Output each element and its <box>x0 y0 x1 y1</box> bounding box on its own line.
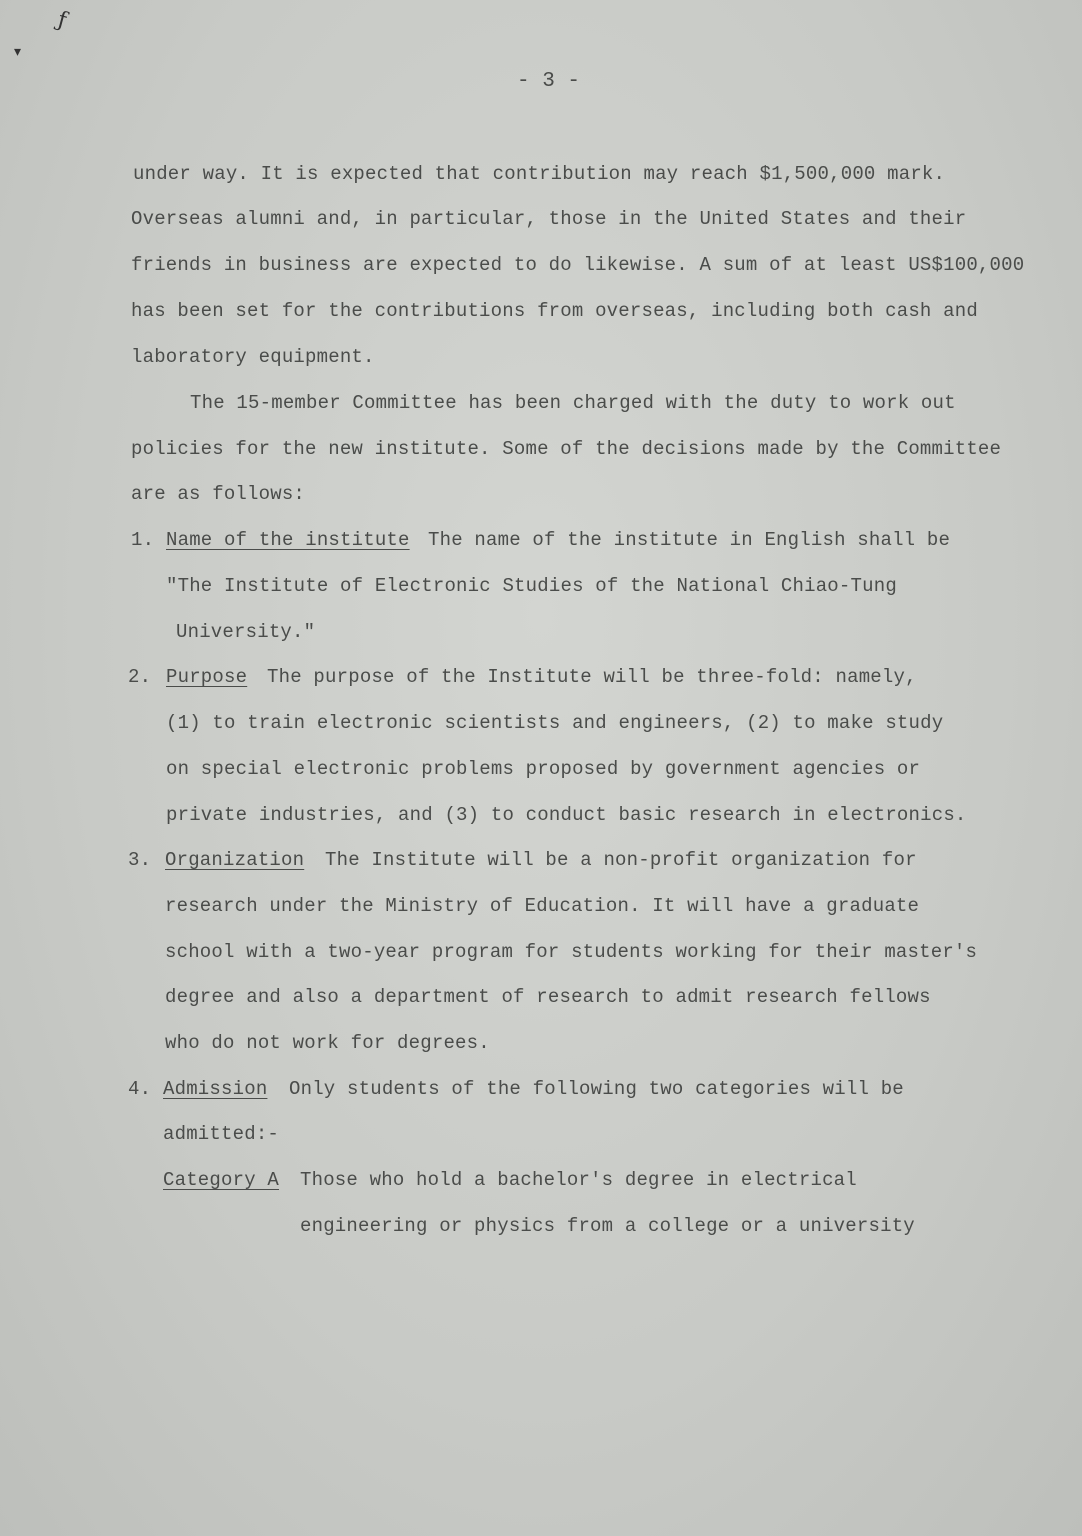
item-number: 4. <box>128 1078 152 1100</box>
item-text: The name of the institute in English shall be <box>428 529 951 551</box>
item-text: (1) to train electronic scientists and engineers, (2) to make study <box>166 712 944 734</box>
ink-dot: ▾ <box>14 44 22 60</box>
item-text: who do not work for degrees. <box>165 1032 490 1054</box>
body-line: Overseas alumni and, in particular, those in the United States and their <box>131 208 967 230</box>
item-text: "The Institute of Electronic Studies of the National Chiao-Tung <box>166 575 897 597</box>
item-heading: Admission <box>163 1078 268 1100</box>
category-text: engineering or physics from a college or a university <box>300 1215 915 1237</box>
item-text: private industries, and (3) to conduct basic research in electronics. <box>166 804 967 826</box>
item-number: 3. <box>128 849 152 871</box>
body-line: The 15-member Committee has been charged with the duty to work out <box>190 392 956 414</box>
item-text: University." <box>176 621 316 643</box>
body-line: friends in business are expected to do likewise. A sum of at least US$100,000 <box>131 254 1025 276</box>
pencil-mark: ƒ <box>54 7 70 34</box>
item-text: school with a two-year program for students working for their master's <box>165 941 978 963</box>
item-text: on special electronic problems proposed by government agencies or <box>166 758 921 780</box>
item-text: degree and also a department of research to admit research fellows <box>165 986 931 1008</box>
item-text: The purpose of the Institute will be three-fold: namely, <box>267 666 917 688</box>
item-text: research under the Ministry of Education. It will have a graduate <box>165 895 920 917</box>
item-number: 1. <box>131 529 155 551</box>
item-heading: Purpose <box>166 666 248 688</box>
item-text: admitted:- <box>163 1123 280 1145</box>
item-text: Only students of the following two categories will be <box>289 1078 904 1100</box>
item-heading: Organization <box>165 849 305 871</box>
category-text: Those who hold a bachelor's degree in electrical <box>300 1169 857 1191</box>
item-number: 2. <box>128 666 152 688</box>
body-line: under way. It is expected that contribution may reach $1,500,000 mark. <box>133 163 946 185</box>
body-line: has been set for the contributions from overseas, including both cash and <box>131 300 978 322</box>
item-text: The Institute will be a non-profit organization for <box>325 849 917 871</box>
page-number: - 3 - <box>517 70 581 93</box>
body-line: policies for the new institute. Some of the decisions made by the Committee <box>131 438 1002 460</box>
item-heading: Name of the institute <box>166 529 410 551</box>
body-line: laboratory equipment. <box>131 346 375 368</box>
body-line: are as follows: <box>131 483 306 505</box>
category-label: Category A <box>163 1169 280 1191</box>
